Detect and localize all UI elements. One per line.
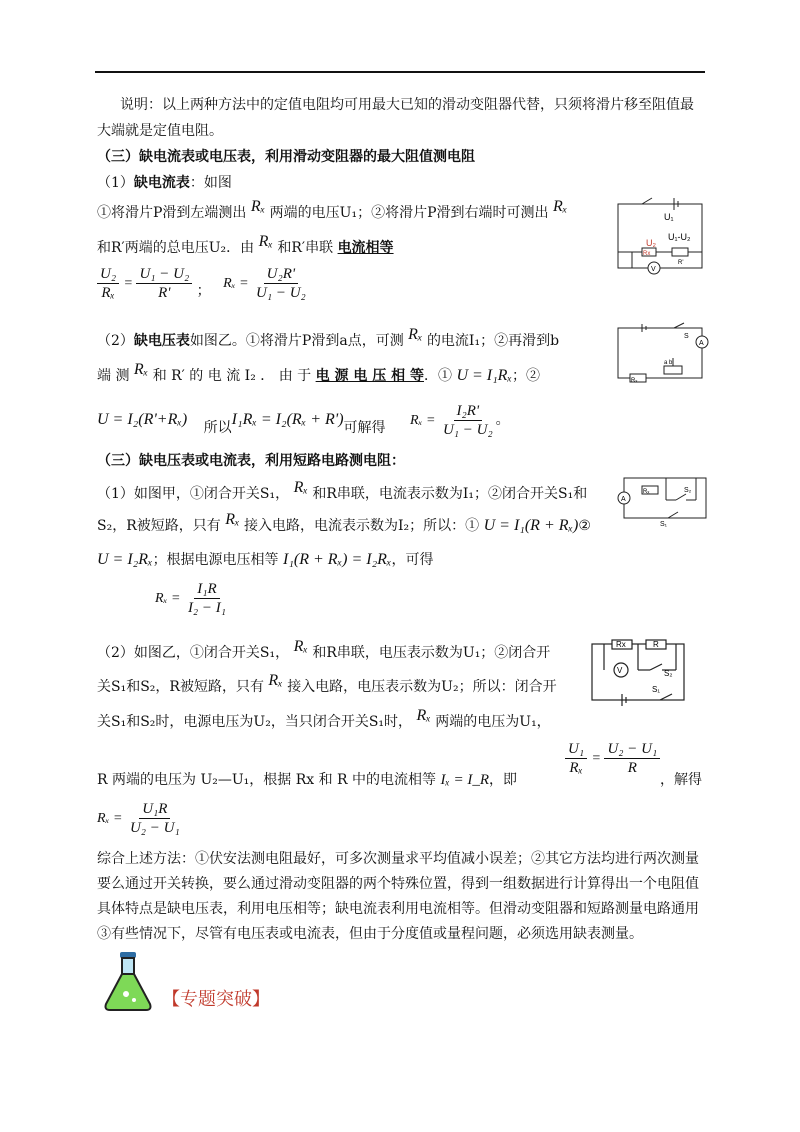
fig3-label-s2: S₂ [684, 487, 692, 494]
fig2-label-s: S [684, 333, 689, 340]
rx-symbol: Rₓ [258, 233, 273, 250]
formula-4: $\frac{\text{U₁}}{\text{Rₓ}}$ = $\frac{\text{U₂ − U₁}}{R}$ [565, 738, 660, 779]
note-line-2: 大端就是定值电阻。 [97, 123, 223, 139]
fig4-label-s2: S₂ [664, 669, 673, 678]
fig2-label-rx: Rₓ [631, 378, 638, 384]
frac-u2-rx: $\frac{\text{U₂}}{\text{Rₓ}}$ [97, 265, 119, 302]
fig1-label-v: V [651, 266, 656, 273]
sub1-bold: 缺电流表 [133, 175, 190, 191]
fig2-label-a: A [699, 340, 704, 347]
formula-5: Rₓ = $\frac{\text{U₁R}}{\text{U₂ − U₁}}$ [97, 800, 180, 836]
p4-line-3: 关S₁和S₂时，电源电压为U₂，当只闭合开关S₁时， Rₓ 两端的电压为U₁， [97, 707, 551, 730]
summary-line-4: ③有些情况下，尽管有电压表或电流表，但由于分度值或量程问题，必须选用缺表测量。 [97, 926, 643, 942]
p4-solve: ，解得 [660, 772, 702, 788]
summary-line-1: 综合上述方法：①伏安法测电阻最好，可多次测量求平均值减小误差；②其它方法均进行两次测量 [97, 851, 699, 867]
p4-line-2: 关S₁和S₂，R被短路，只有 Rₓ 接入电路，电压表示数为U₂；所以：闭合开 [97, 672, 557, 695]
fig4-label-v: V [617, 666, 623, 675]
p3-line-2: S₂，R被短路，只有 Rₓ 接入电路，电流表示数为I₂；所以：① U = I₁(R + Rₓ)② [97, 511, 591, 534]
sub1-suffix: ：如图 [189, 175, 232, 191]
fig3-label-a: A [621, 496, 626, 503]
fig1-label-u2: U₂ [646, 238, 656, 248]
p3-line-1: （1）如图甲，①闭合开关S₁， Rₓ 和R串联，电流表示数为I₁；②闭合开关S₁和 [97, 479, 588, 502]
header-rule [95, 71, 705, 73]
fig2-label-ab: a b [664, 360, 673, 366]
sub2-line-1: （2）缺电压表如图乙。①将滑片P滑到a点，可测 Rₓ 的电流I₁；②再滑到b [97, 326, 560, 349]
section-3b-title: （三）缺电压表或电流表，利用短路电路测电阻： [97, 453, 405, 469]
circuit-figure-1 [612, 196, 708, 288]
frac-rx-result: $\frac{\text{U₂R'}}{\text{U₁ − U₂}}$ [256, 265, 306, 301]
p4-line-4: R 两端的电压为 U₂—U₁，根据 Rx 和 R 中的电流相等 Iₓ = I_R，即 [97, 772, 518, 788]
rx-symbol: Rₓ [250, 198, 266, 215]
fig3-label-s1: S₁ [660, 521, 668, 528]
p4-line-1: （2）如图乙，①闭合开关S₁， Rₓ 和R串联，电压表示数为U₁；②闭合开 [97, 638, 551, 661]
flask-icon [100, 950, 156, 1014]
topic-heading: 【专题突破】 [162, 989, 270, 1010]
sub1-heading [97, 173, 232, 193]
p1-emphasis: 电流相等 [337, 240, 394, 256]
formula-3: Rₓ = $\frac{\text{I₁R}}{\text{I₂ − I₁}}$ [155, 580, 226, 616]
note-line-1: 说明：以上两种方法中的定值电阻均可用最大已知的滑动变阻器代替，只须将滑片移至阻值最 [120, 97, 694, 113]
fig3-label-rx: Rₓ [643, 489, 650, 495]
summary-line-2: 要么通过开关转换，要么通过滑动变阻器的两个特殊位置，得到一组数据进行计算得出一个电阻值 [97, 876, 699, 892]
p1-text-c: 和R′两端的总电压U₂．由 [97, 240, 255, 256]
fig1-label-rx: Rx [643, 251, 651, 257]
separator: ； [196, 283, 211, 299]
p1-text-b: 两端的电压U₁；②将滑片P滑到右端时可测出 [269, 205, 549, 221]
sub1-prefix: （1） [97, 175, 134, 191]
fig4-label-r: R [653, 640, 659, 649]
fig4-label-s1: S₁ [652, 685, 661, 694]
rx-symbol: Rₓ [552, 198, 568, 215]
formula-1: $\frac{\text{U₂}}{\text{Rₓ}}$ = $\frac{\text{U₁ − U₂}}{R'}$ ； Rₓ = $\frac{\text{U₂R'}}{\text{U₁ − U₂}}$ [97, 264, 309, 303]
p3-line-3: U = I₂Rₓ；根据电源电压相等 I₁(R + Rₓ) = I₂Rₓ，可得 [97, 551, 434, 568]
fig1-label-u1: U₁ [664, 212, 674, 222]
fig1-label-u1u2: U₁-U₂ [668, 232, 691, 242]
rx-eq: Rₓ = [223, 276, 249, 291]
p1-text-d: 和R′串联 [277, 240, 334, 256]
circuit-figure-2 [612, 322, 712, 386]
fig4-label-rx: Rx [616, 640, 626, 649]
fig1-label-r: R' [678, 260, 684, 266]
circuit-figure-3 [612, 472, 712, 528]
p1-line-2 [97, 233, 394, 258]
p1-line-1 [97, 198, 568, 223]
p1-text-a: ①将滑片P滑到左端测出 [97, 205, 247, 221]
sub2-line-3: U = I₂(R'+Rₓ) 所以I₁Rₓ = I₂(Rₓ + R')可解得 Rₓ = $\frac{\text{I₂R'}}{\text{U₁ − U₂}}$ 。 [97, 402, 510, 438]
circuit-figure-4 [586, 632, 696, 708]
section-3-title: （三）缺电流表或电压表，利用滑动变阻器的最大阻值测电阻 [97, 149, 475, 165]
frac-u1u2-r: $\frac{\text{U₁ − U₂}}{R'}$ [136, 265, 192, 302]
sub2-line-2: 端 测 Rₓ 和 R′ 的 电 流 I₂ ． 由 于 电 源 电 压 相 等．① U = I₁Rₓ；② [97, 361, 540, 384]
summary-line-3: 具体特点是缺电压表，利用电压相等；缺电流表利用电流相等。但滑动变阻器和短路测量电路通用 [97, 901, 699, 917]
